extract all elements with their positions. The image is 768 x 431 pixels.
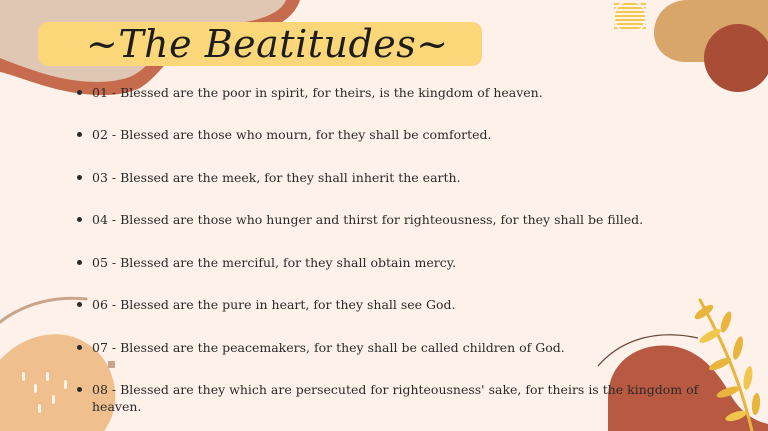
bullet-icon <box>77 387 82 392</box>
list-item-text: 07 - Blessed are the peacemakers, for they shall be called children of God. <box>92 340 565 355</box>
list-item-text: 01 - Blessed are the poor in spirit, for theirs, is the kingdom of heaven. <box>92 85 543 100</box>
list-item-text: 03 - Blessed are the meek, for they shall inherit the earth. <box>92 170 461 185</box>
bullet-icon <box>77 132 82 137</box>
list-item-text: 08 - Blessed are they which are persecuted for righteousness' sake, for theirs is the kingdom of heaven. <box>92 382 699 414</box>
list-item-text: 05 - Blessed are the merciful, for they shall obtain mercy. <box>92 255 457 270</box>
bullet-icon <box>77 345 82 350</box>
list-item-text: 04 - Blessed are those who hunger and thirst for righteousness, for they shall be filled. <box>92 212 644 227</box>
bullet-icon <box>77 90 82 95</box>
bullet-icon <box>77 217 82 222</box>
page-title: ~The Beatitudes~ <box>86 22 449 66</box>
bullet-icon <box>77 302 82 307</box>
list-item-text: 06 - Blessed are the pure in heart, for they shall see God. <box>92 297 456 312</box>
list-item-text: 02 - Blessed are those who mourn, for they shall be comforted. <box>92 127 492 142</box>
beatitudes-list <box>68 78 718 420</box>
bullet-icon <box>77 260 82 265</box>
striped-circle <box>614 1 646 33</box>
bullet-icon <box>77 175 82 180</box>
